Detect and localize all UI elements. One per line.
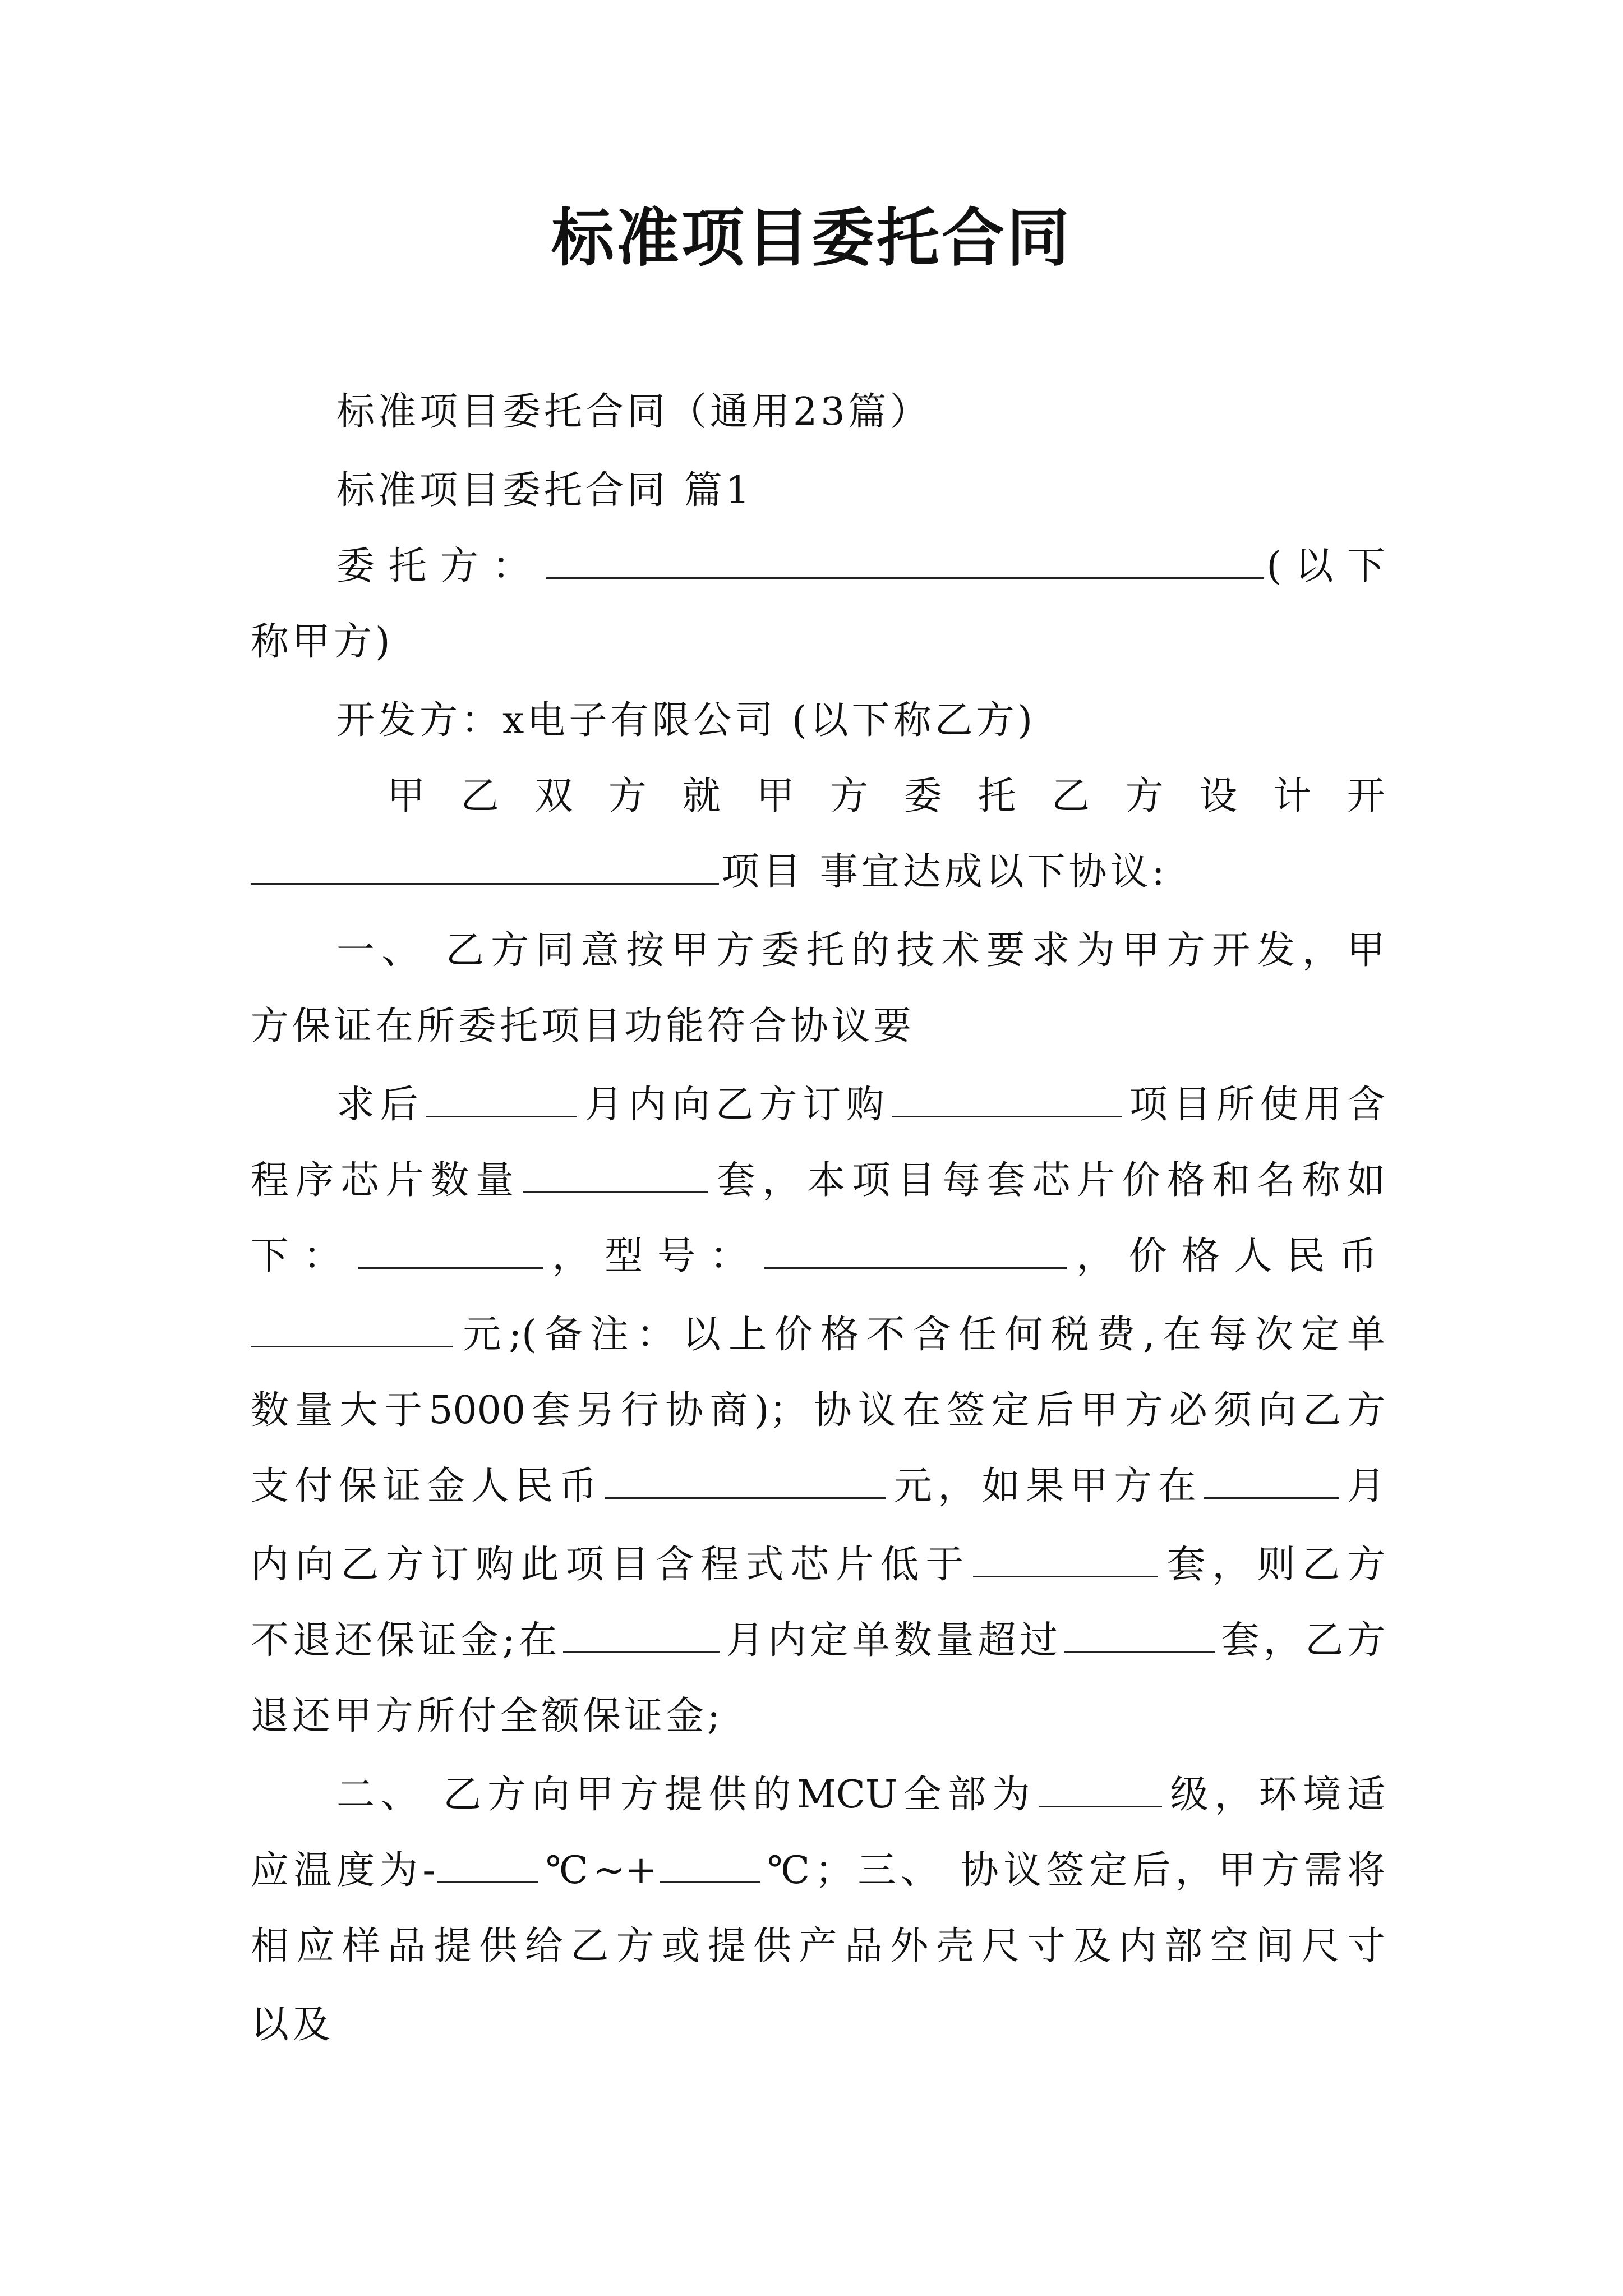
developer-line: 开发方：x电子有限公司 (以下称乙方): [336, 698, 1036, 743]
client-suffix-cont: 称甲方): [251, 620, 394, 664]
clause1-line7: 数量大于5000套另行协商)；协议在签定后甲方必须向乙方: [251, 1388, 1385, 1433]
clause2-line1: 二、 乙方向甲方提供的MCU全部为 级，环境适: [336, 1773, 1385, 1817]
project-blank: [251, 849, 719, 885]
clause1-line4: 程序芯片数量 套，本项目每套芯片价格和名称如: [251, 1158, 1385, 1203]
clause3-line2: 以及: [251, 2003, 334, 2047]
agreement-intro-line1: 甲 乙 双 方 就 甲 方 委 托 乙 方 设 计 开: [387, 774, 1385, 818]
client-blank: [546, 544, 1264, 579]
client-suffix: (以下: [1266, 544, 1385, 588]
client-label: 委托方：: [336, 544, 545, 588]
agreement-intro-line2: 项目 事宜达成以下协议:: [251, 844, 1168, 900]
clause1-line2: 方保证在所委托项目功能符合协议要: [251, 1004, 915, 1048]
client-line: [336, 539, 1385, 595]
clause1-line3: 求后 月内向乙方订购 项目所使用含: [336, 1083, 1385, 1127]
clause1-line9: 内向乙方订购此项目含程式芯片低于 套，则乙方: [251, 1543, 1385, 1587]
clause2-line2: 应温度为- ℃~+ ℃；三、 协议签定后，甲方需将: [251, 1848, 1385, 1893]
clause1-line10: 不退还保证金;在 月内定单数量超过 套，乙方: [251, 1618, 1385, 1663]
clause1-line1: 一、 乙方同意按甲方委托的技术要求为甲方开发，甲: [336, 928, 1385, 973]
subtitle-general: 标准项目委托合同（通用23篇）: [336, 390, 932, 434]
clause1-line5: 下： ，型号： ，价格人民币: [251, 1234, 1385, 1278]
clause3-line1: 相应样品提供给乙方或提供产品外壳尺寸及内部空间尺寸: [251, 1924, 1385, 1968]
section-heading: 标准项目委托合同 篇1: [336, 468, 753, 513]
clause1-line11: 退还甲方所付全额保证金;: [251, 1694, 723, 1738]
document-title: 标准项目委托合同: [551, 201, 1072, 275]
clause1-line8: 支付保证金人民币 元，如果甲方在 月: [251, 1464, 1385, 1508]
clause1-line6: 元;(备注：以上价格不含任何税费,在每次定单: [251, 1307, 1385, 1363]
